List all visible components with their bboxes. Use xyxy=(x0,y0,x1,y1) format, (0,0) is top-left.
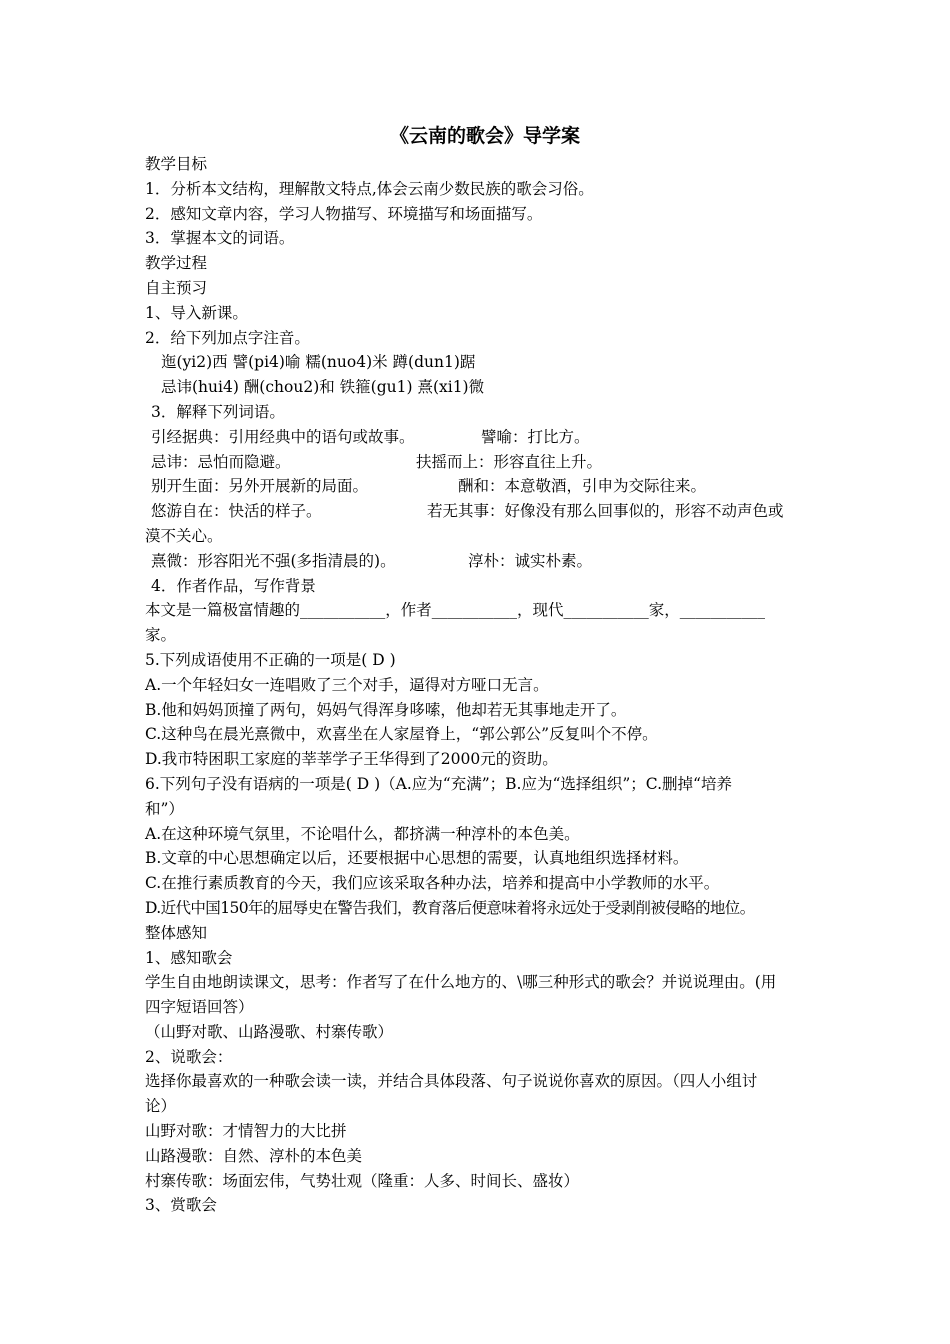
question-5: 5.下列成语使用不正确的一项是( D ) xyxy=(145,650,396,669)
overall-answer: （山野对歌、山路漫歌、村寨传歌） xyxy=(145,1022,394,1041)
vocab-row xyxy=(145,474,825,499)
overall-text: 四字短语回答） xyxy=(145,998,254,1017)
question-option: B.文章的中心思想确定以后，还要根据中心思想的需要，认真地组织选择材料。 xyxy=(145,849,689,868)
fill-blank-line: 家。 xyxy=(145,626,177,645)
preview-item: 3．解释下列词语。 xyxy=(151,402,285,421)
vocab-term: 若无其事：好像没有那么回事似的，形容不动声色或 xyxy=(427,502,784,521)
vocab-term: 淳朴：诚实朴素。 xyxy=(468,551,593,570)
question-option: B.他和妈妈顶撞了两句，妈妈气得浑身哆嗦，他却若无其事地走开了。 xyxy=(145,700,627,719)
vocab-term: 譬喻：打比方。 xyxy=(481,427,590,446)
question-option: C.这种鸟在晨光熹微中，欢喜坐在人家屋脊上，“郭公郭公”反复叫个不停。 xyxy=(145,725,658,744)
vocab-term: 别开生面：另外开展新的局面。 xyxy=(151,477,369,496)
vocab-row xyxy=(145,450,825,475)
preview-item: 4．作者作品，写作背景 xyxy=(151,576,316,595)
question-option: A.在这种环境气氛里，不论唱什么，都挤满一种淳朴的本色美。 xyxy=(145,824,580,843)
question-option: C.在推行素质教育的今天，我们应该采取各种办法，培养和提高中小学教师的水平。 xyxy=(145,874,720,893)
vocab-continuation: 漠不关心。 xyxy=(145,526,223,545)
section-heading-preview: 自主预习 xyxy=(145,278,208,297)
overall-text: 村寨传歌：场面宏伟，气势壮观（隆重：人多、时间长、盛妆） xyxy=(145,1171,580,1190)
vocab-row xyxy=(145,499,825,524)
page-title: 《云南的歌会》导学案 xyxy=(389,125,580,147)
overall-item: 3、赏歌会 xyxy=(145,1196,217,1215)
overall-text: 学生自由地朗读课文，思考：作者写了在什么地方的、\哪三种形式的歌会？并说说理由。(用 xyxy=(145,973,777,992)
overall-text: 山野对歌：才情智力的大比拼 xyxy=(145,1122,347,1141)
fill-blank-line: 本文是一篇极富情趣的___________，作者___________，现代___________家，___________ xyxy=(145,601,766,620)
preview-item: 1、导入新课。 xyxy=(145,303,248,322)
goal-item: 1．分析本文结构，理解散文特点,体会云南少数民族的歌会习俗。 xyxy=(145,179,594,198)
question-6-continuation: 和”） xyxy=(145,799,184,818)
vocab-term: 悠游自在：快活的样子。 xyxy=(151,502,322,521)
overall-text: 选择你最喜欢的一种歌会读一读，并结合具体段落、句子说说你喜欢的原因。（四人小组讨 xyxy=(145,1072,758,1091)
document-body xyxy=(145,122,825,1218)
vocab-row xyxy=(145,425,825,450)
overall-item: 2、说歌会： xyxy=(145,1047,233,1066)
overall-text: 山路漫歌：自然、淳朴的本色美 xyxy=(145,1146,363,1165)
section-heading-overall: 整体感知 xyxy=(145,923,208,942)
section-heading-process: 教学过程 xyxy=(145,254,208,273)
section-heading-goals: 教学目标 xyxy=(145,155,208,173)
vocab-term: 熹微：形容阳光不强(多指清晨的)。 xyxy=(151,551,396,570)
vocab-row xyxy=(145,549,825,574)
question-option: D.我市特困职工家庭的莘莘学子王华得到了2000元的资助。 xyxy=(145,750,558,769)
question-option: A.一个年轻妇女一连唱败了三个对手，逼得对方哑口无言。 xyxy=(145,675,549,694)
vocab-term: 扶摇而上：形容直往上升。 xyxy=(416,452,603,471)
vocab-term: 酬和：本意敬酒，引申为交际往来。 xyxy=(458,477,707,496)
pinyin-line: 忌讳(hui4) 酬(chou2)和 铁箍(gu1) 熹(xi1)微 xyxy=(161,378,485,397)
question-6: 6.下列句子没有语病的一项是( D )（A.应为“充满”；B.应为“选择组织”；C.删掉“培养 xyxy=(145,774,732,793)
overall-text: 论） xyxy=(145,1097,177,1116)
pinyin-line: 迤(yi2)西 譬(pi4)喻 糯(nuo4)米 蹲(dun1)踞 xyxy=(161,353,476,372)
overall-item: 1、感知歌会 xyxy=(145,948,233,967)
vocab-term: 引经据典：引用经典中的语句或故事。 xyxy=(151,427,415,446)
preview-item: 2．给下列加点字注音。 xyxy=(145,328,310,347)
vocab-term: 忌讳：忌怕而隐避。 xyxy=(151,452,291,471)
question-option: D.近代中国150年的屈辱史在警告我们，教育落后便意味着将永远处于受剥削被侵略的地位。 xyxy=(145,898,755,917)
goal-item: 3．掌握本文的词语。 xyxy=(145,229,295,248)
goal-item: 2．感知文章内容，学习人物描写、环境描写和场面描写。 xyxy=(145,204,543,223)
